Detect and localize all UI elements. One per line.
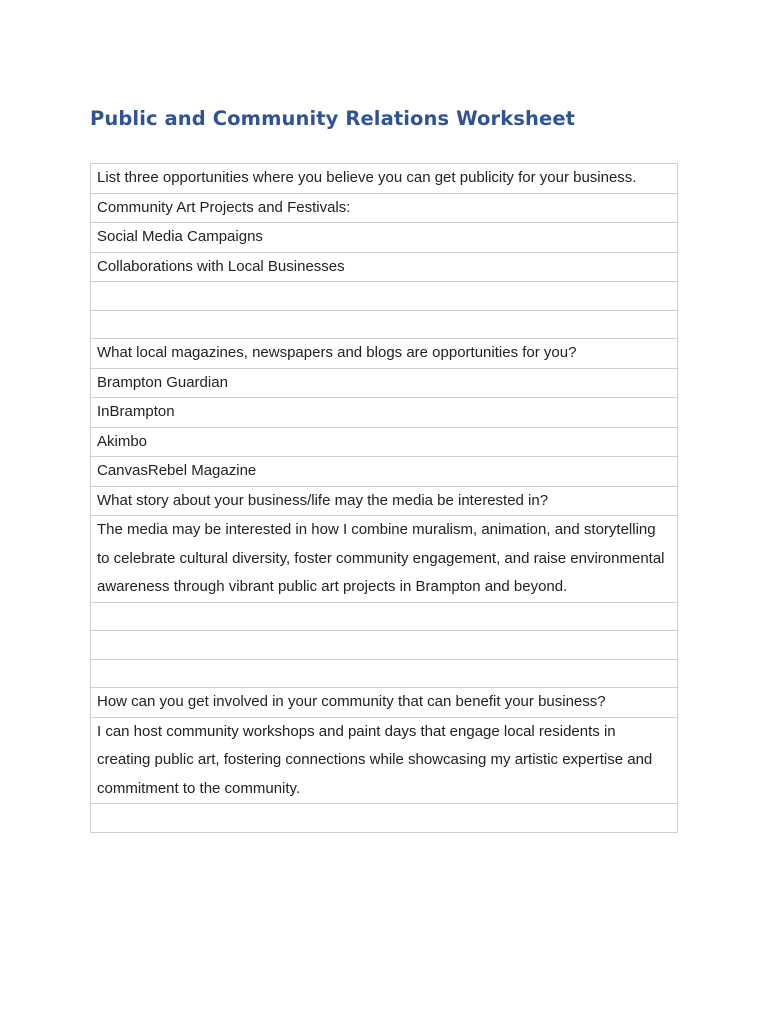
empty-row	[91, 804, 677, 833]
empty-row	[91, 660, 677, 689]
answer-row: Social Media Campaigns	[91, 223, 677, 253]
question-media-story: What story about your business/life may the media be interested in?	[91, 487, 677, 517]
empty-row	[91, 282, 677, 311]
answer-row: Akimbo	[91, 428, 677, 458]
empty-row	[91, 603, 677, 632]
answer-row: Community Art Projects and Festivals:	[91, 194, 677, 224]
empty-row	[91, 631, 677, 660]
answer-row: InBrampton	[91, 398, 677, 428]
page-title: Public and Community Relations Worksheet	[90, 107, 576, 130]
question-community-involvement: How can you get involved in your community that can benefit your business?	[91, 688, 677, 718]
answer-row: Collaborations with Local Businesses	[91, 253, 677, 283]
answer-row: CanvasRebel Magazine	[91, 457, 677, 487]
empty-row	[91, 311, 677, 340]
question-media-outlets: What local magazines, newspapers and blogs are opportunities for you?	[91, 339, 677, 369]
worksheet-table	[90, 163, 678, 833]
question-publicity: List three opportunities where you believe you can get publicity for your business.	[91, 164, 677, 194]
answer-row: The media may be interested in how I combine muralism, animation, and storytelling to celebrate cultural diversity, foster community engagement, and raise environmental awareness through vibrant public art projects in Brampton and beyond.	[91, 516, 677, 603]
answer-row: Brampton Guardian	[91, 369, 677, 399]
answer-row: I can host community workshops and paint days that engage local residents in creating public art, fostering connections while showcasing my artistic expertise and commitment to the community.	[91, 718, 677, 805]
